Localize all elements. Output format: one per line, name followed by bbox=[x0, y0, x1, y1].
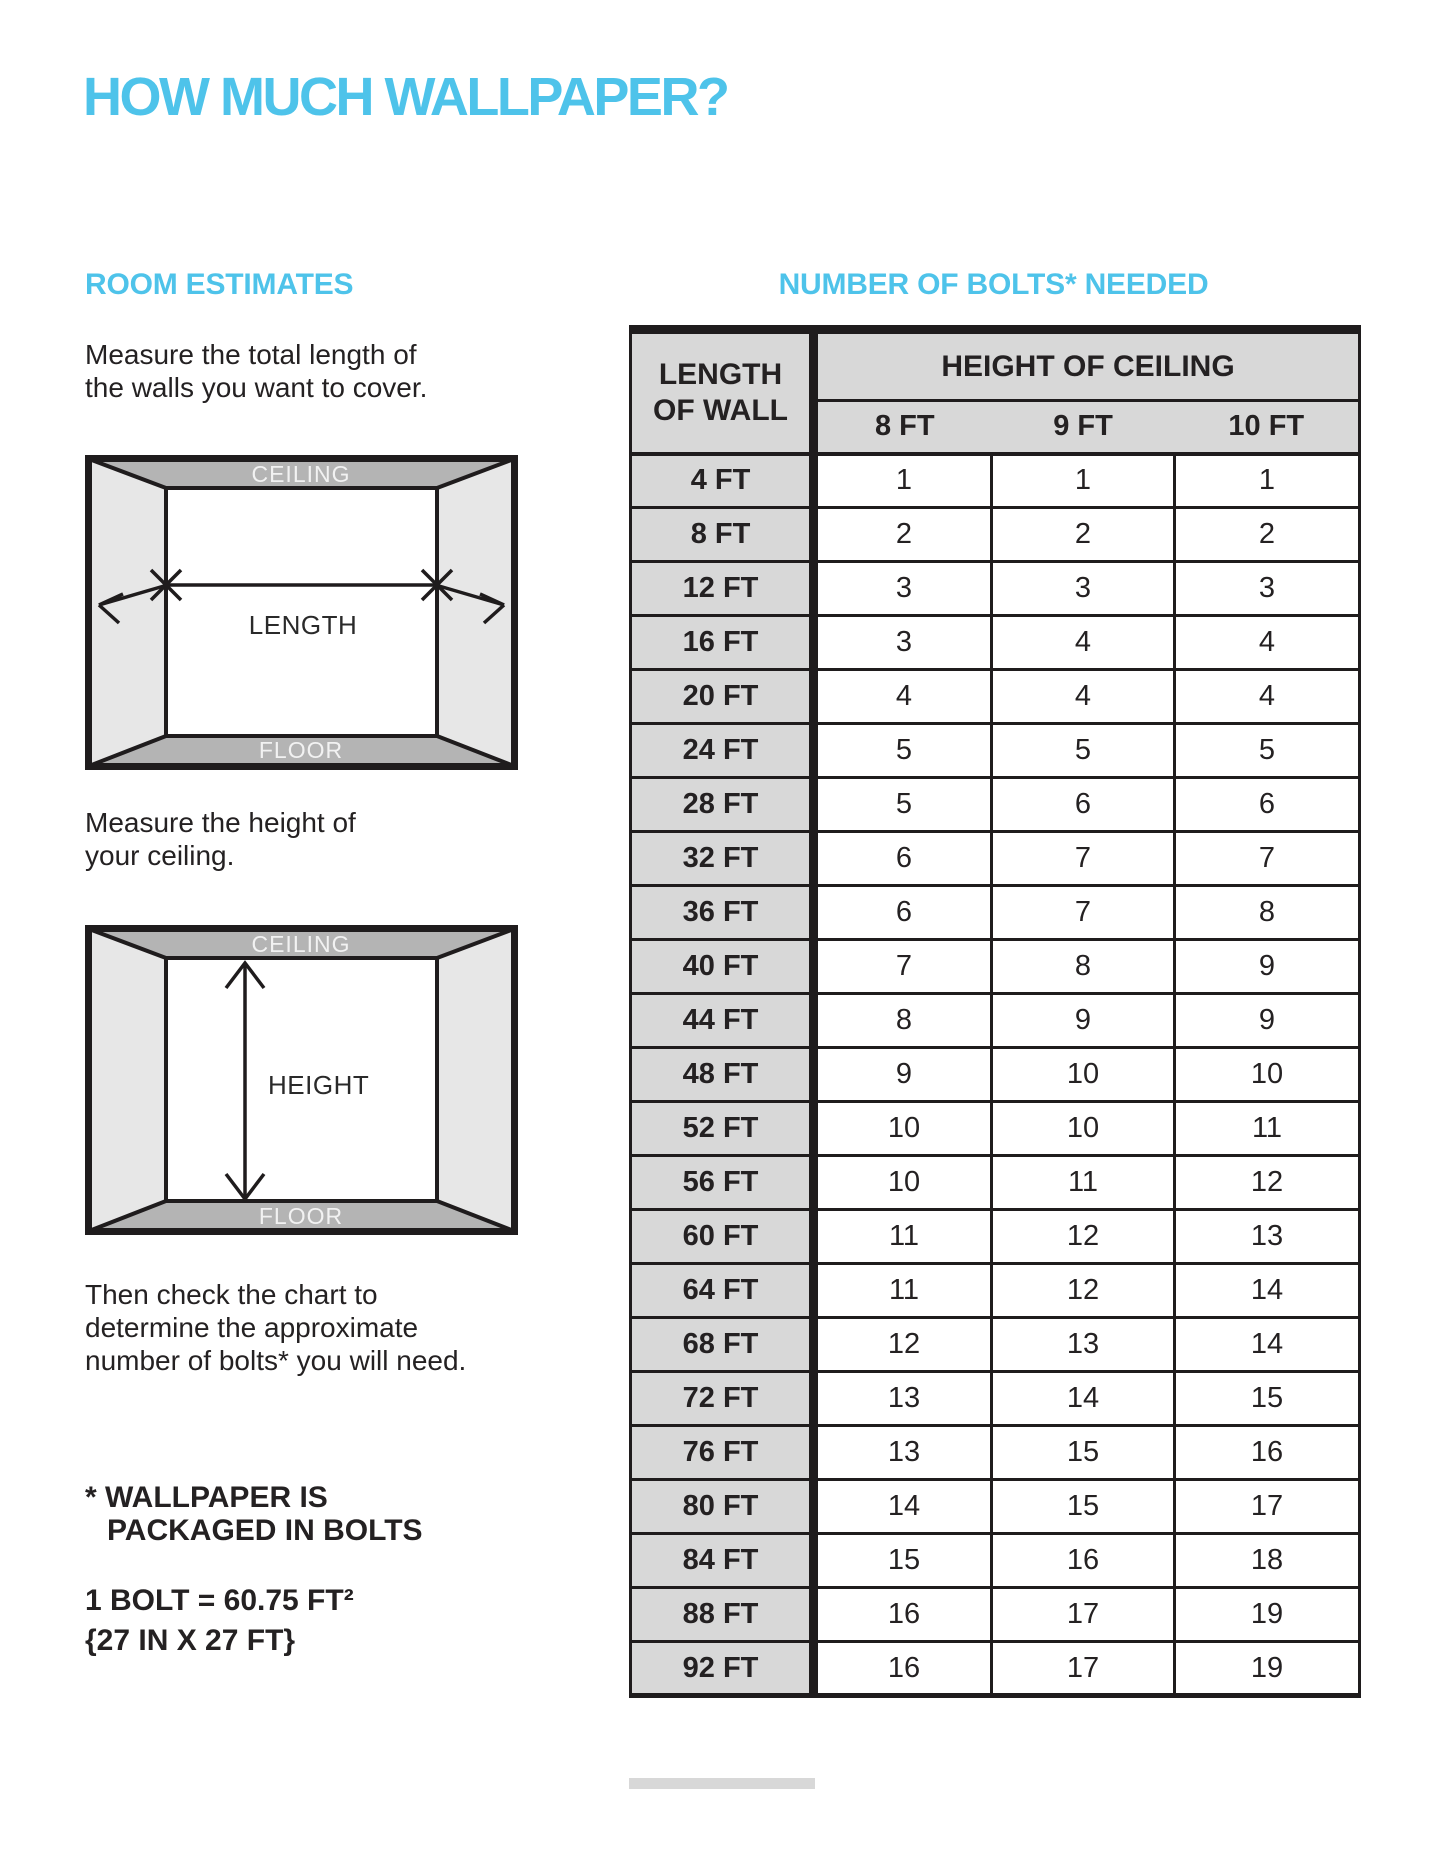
bolt-count-cell: 13 bbox=[992, 1318, 1175, 1372]
bolt-count-cell: 16 bbox=[1175, 1426, 1360, 1480]
table-row bbox=[631, 1480, 1360, 1534]
bolt-count-cell: 4 bbox=[814, 670, 992, 724]
bolt-count-cell: 17 bbox=[1175, 1480, 1360, 1534]
wall-length-cell: 92 FT bbox=[631, 1642, 814, 1696]
wall-length-cell: 12 FT bbox=[631, 562, 814, 616]
room-length-diagram bbox=[85, 455, 518, 770]
right-wall-face bbox=[437, 459, 514, 766]
bolt-count-cell: 4 bbox=[1175, 670, 1360, 724]
instruction-length-line2: the walls you want to cover. bbox=[85, 372, 428, 403]
bolt-count-cell: 14 bbox=[814, 1480, 992, 1534]
bolts-needed-heading: NUMBER OF BOLTS* NEEDED bbox=[778, 268, 1209, 301]
table-body bbox=[631, 454, 1360, 1696]
bolt-count-cell: 7 bbox=[992, 832, 1175, 886]
bolt-count-cell: 11 bbox=[1175, 1102, 1360, 1156]
bolt-count-cell: 10 bbox=[814, 1102, 992, 1156]
bolt-count-cell: 14 bbox=[1175, 1318, 1360, 1372]
bolt-footnote-line1: * WALLPAPER IS bbox=[85, 1481, 328, 1514]
length-of-wall-header bbox=[631, 330, 814, 454]
bolt-count-cell: 3 bbox=[814, 562, 992, 616]
instruction-chart-line3: number of bolts* you will need. bbox=[85, 1345, 467, 1376]
bolt-count-cell: 5 bbox=[992, 724, 1175, 778]
bolt-count-cell: 9 bbox=[1175, 940, 1360, 994]
bolt-count-cell: 13 bbox=[1175, 1210, 1360, 1264]
wall-length-cell: 72 FT bbox=[631, 1372, 814, 1426]
left-wall-face bbox=[89, 459, 166, 766]
bolt-count-cell: 11 bbox=[992, 1156, 1175, 1210]
bolt-count-cell: 7 bbox=[1175, 832, 1360, 886]
wall-length-cell: 44 FT bbox=[631, 994, 814, 1048]
bolts-needed-table bbox=[629, 325, 1361, 1698]
instruction-chart bbox=[85, 1278, 466, 1377]
bolt-count-cell: 2 bbox=[992, 508, 1175, 562]
wall-length-cell: 36 FT bbox=[631, 886, 814, 940]
table-row bbox=[631, 1372, 1360, 1426]
wall-length-cell: 88 FT bbox=[631, 1588, 814, 1642]
bolt-count-cell: 4 bbox=[1175, 616, 1360, 670]
height-of-ceiling-header: HEIGHT OF CEILING bbox=[814, 330, 1360, 401]
table-row bbox=[631, 778, 1360, 832]
bolt-count-cell: 12 bbox=[1175, 1156, 1360, 1210]
bolt-count-cell: 6 bbox=[814, 886, 992, 940]
bolt-count-cell: 17 bbox=[992, 1642, 1175, 1696]
bolt-count-cell: 16 bbox=[992, 1534, 1175, 1588]
table-row bbox=[631, 1264, 1360, 1318]
wall-length-cell: 60 FT bbox=[631, 1210, 814, 1264]
wall-length-cell: 4 FT bbox=[631, 454, 814, 508]
bolt-count-cell: 16 bbox=[814, 1588, 992, 1642]
bolt-count-cell: 2 bbox=[1175, 508, 1360, 562]
bolt-count-cell: 5 bbox=[1175, 724, 1360, 778]
page-title: HOW MUCH WALLPAPER? bbox=[83, 67, 728, 127]
bolt-count-cell: 12 bbox=[814, 1318, 992, 1372]
bolt-count-cell: 10 bbox=[992, 1048, 1175, 1102]
bolt-count-cell: 10 bbox=[1175, 1048, 1360, 1102]
table-row bbox=[631, 832, 1360, 886]
bolt-count-cell: 11 bbox=[814, 1210, 992, 1264]
table-row bbox=[631, 1156, 1360, 1210]
floor-label: FLOOR bbox=[258, 1203, 344, 1229]
bolt-count-cell: 1 bbox=[1175, 454, 1360, 508]
bolt-count-cell: 13 bbox=[814, 1372, 992, 1426]
wall-length-cell: 80 FT bbox=[631, 1480, 814, 1534]
wall-length-cell: 56 FT bbox=[631, 1156, 814, 1210]
table-row bbox=[631, 562, 1360, 616]
bolt-count-cell: 18 bbox=[1175, 1534, 1360, 1588]
bolt-count-cell: 7 bbox=[992, 886, 1175, 940]
bolt-count-cell: 19 bbox=[1175, 1642, 1360, 1696]
instruction-chart-line1: Then check the chart to bbox=[85, 1279, 378, 1310]
bolt-count-cell: 10 bbox=[814, 1156, 992, 1210]
bolt-count-cell: 10 bbox=[992, 1102, 1175, 1156]
ceiling-10ft-header: 10 FT bbox=[1175, 401, 1360, 454]
bolt-count-cell: 2 bbox=[814, 508, 992, 562]
wall-length-cell: 24 FT bbox=[631, 724, 814, 778]
wall-length-cell: 64 FT bbox=[631, 1264, 814, 1318]
instruction-chart-line2: determine the approximate bbox=[85, 1312, 419, 1343]
bolt-count-cell: 9 bbox=[814, 1048, 992, 1102]
table-row bbox=[631, 1210, 1360, 1264]
wall-length-cell: 68 FT bbox=[631, 1318, 814, 1372]
table-row bbox=[631, 1642, 1360, 1696]
table-footer-tab bbox=[629, 1778, 815, 1789]
instruction-height-line1: Measure the height of bbox=[85, 807, 356, 838]
length-of-wall-line1: LENGTH bbox=[658, 357, 783, 391]
instruction-length-line1: Measure the total length of bbox=[85, 339, 417, 370]
bolt-count-cell: 3 bbox=[1175, 562, 1360, 616]
ceiling-label: CEILING bbox=[251, 461, 351, 487]
right-wall-face bbox=[437, 929, 514, 1231]
wall-length-cell: 76 FT bbox=[631, 1426, 814, 1480]
bolt-count-cell: 15 bbox=[992, 1480, 1175, 1534]
table-row bbox=[631, 994, 1360, 1048]
bolt-count-cell: 6 bbox=[1175, 778, 1360, 832]
bolt-count-cell: 8 bbox=[992, 940, 1175, 994]
bolt-count-cell: 17 bbox=[992, 1588, 1175, 1642]
bolt-footnote bbox=[85, 1481, 423, 1547]
bolt-count-cell: 9 bbox=[1175, 994, 1360, 1048]
bolt-count-cell: 12 bbox=[992, 1264, 1175, 1318]
wall-length-cell: 28 FT bbox=[631, 778, 814, 832]
instruction-height bbox=[85, 806, 356, 872]
table-row bbox=[631, 616, 1360, 670]
table-row bbox=[631, 1588, 1360, 1642]
bolt-footnote-line2: PACKAGED IN BOLTS bbox=[107, 1514, 423, 1547]
height-label: HEIGHT bbox=[268, 1070, 370, 1100]
bolt-count-cell: 6 bbox=[992, 778, 1175, 832]
table-row bbox=[631, 886, 1360, 940]
wall-length-cell: 48 FT bbox=[631, 1048, 814, 1102]
wall-length-cell: 8 FT bbox=[631, 508, 814, 562]
instruction-height-line2: your ceiling. bbox=[85, 840, 235, 871]
bolt-count-cell: 1 bbox=[814, 454, 992, 508]
bolt-count-cell: 14 bbox=[992, 1372, 1175, 1426]
bolt-size-line1: 1 BOLT = 60.75 FT² bbox=[85, 1584, 354, 1617]
room-estimates-heading: ROOM ESTIMATES bbox=[85, 268, 354, 301]
bolt-count-cell: 15 bbox=[992, 1426, 1175, 1480]
wall-length-cell: 20 FT bbox=[631, 670, 814, 724]
bolt-count-cell: 3 bbox=[814, 616, 992, 670]
left-wall-face bbox=[89, 929, 166, 1231]
table-row bbox=[631, 670, 1360, 724]
table-row bbox=[631, 1534, 1360, 1588]
ceiling-8ft-header: 8 FT bbox=[814, 401, 992, 454]
bolt-count-cell: 15 bbox=[814, 1534, 992, 1588]
table-row bbox=[631, 1426, 1360, 1480]
bolt-count-cell: 5 bbox=[814, 724, 992, 778]
bolt-count-cell: 14 bbox=[1175, 1264, 1360, 1318]
table-header-row-1 bbox=[631, 330, 1360, 401]
bolt-count-cell: 4 bbox=[992, 616, 1175, 670]
wall-length-cell: 16 FT bbox=[631, 616, 814, 670]
room-height-diagram bbox=[85, 925, 518, 1235]
length-of-wall-line2: OF WALL bbox=[653, 393, 788, 427]
wall-length-cell: 52 FT bbox=[631, 1102, 814, 1156]
table-row bbox=[631, 1102, 1360, 1156]
table-row bbox=[631, 1048, 1360, 1102]
wall-length-cell: 84 FT bbox=[631, 1534, 814, 1588]
bolt-count-cell: 8 bbox=[1175, 886, 1360, 940]
bolt-count-cell: 4 bbox=[992, 670, 1175, 724]
bolt-count-cell: 13 bbox=[814, 1426, 992, 1480]
wall-length-cell: 40 FT bbox=[631, 940, 814, 994]
bolt-count-cell: 7 bbox=[814, 940, 992, 994]
floor-label: FLOOR bbox=[258, 737, 344, 763]
bolt-count-cell: 3 bbox=[992, 562, 1175, 616]
bolt-size-line2: {27 IN X 27 FT} bbox=[85, 1624, 296, 1657]
bolt-count-cell: 12 bbox=[992, 1210, 1175, 1264]
table-row bbox=[631, 508, 1360, 562]
ceiling-9ft-header: 9 FT bbox=[992, 401, 1175, 454]
table-row bbox=[631, 454, 1360, 508]
bolt-count-cell: 9 bbox=[992, 994, 1175, 1048]
ceiling-label: CEILING bbox=[251, 931, 351, 957]
wall-length-cell: 32 FT bbox=[631, 832, 814, 886]
table-row bbox=[631, 940, 1360, 994]
bolt-count-cell: 1 bbox=[992, 454, 1175, 508]
bolt-size-info bbox=[85, 1581, 354, 1661]
bolt-count-cell: 8 bbox=[814, 994, 992, 1048]
bolt-count-cell: 6 bbox=[814, 832, 992, 886]
table-row bbox=[631, 724, 1360, 778]
bolt-count-cell: 5 bbox=[814, 778, 992, 832]
instruction-length bbox=[85, 338, 427, 404]
bolt-count-cell: 11 bbox=[814, 1264, 992, 1318]
bolt-count-cell: 15 bbox=[1175, 1372, 1360, 1426]
table-row bbox=[631, 1318, 1360, 1372]
bolt-count-cell: 19 bbox=[1175, 1588, 1360, 1642]
bolt-count-cell: 16 bbox=[814, 1642, 992, 1696]
length-label: LENGTH bbox=[248, 610, 358, 640]
